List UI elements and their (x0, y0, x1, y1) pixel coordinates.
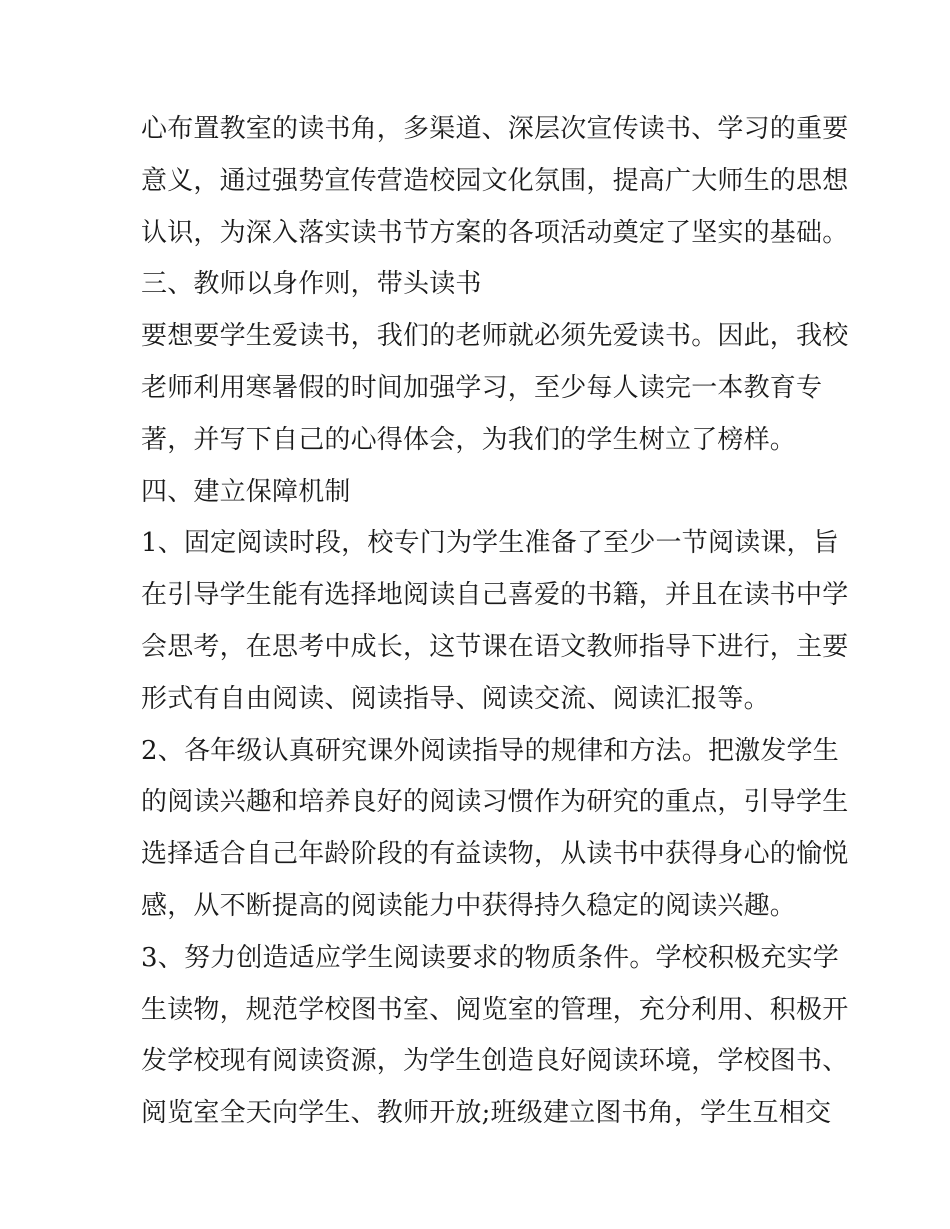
text-line: 要想要学生爱读书，我们的老师就必须先爱读书。因此，我校 (141, 321, 849, 352)
text-line: 感，从不断提高的阅读能力中获得持久稳定的阅读兴趣。 (141, 890, 797, 921)
text-line: 生读物，规范学校图书室、阅览室的管理，充分利用、积极开 (141, 994, 849, 1025)
text-line: 发学校现有阅读资源，为学生创造良好阅读环境，学校图书、 (141, 1046, 849, 1077)
text-line: 老师利用寒暑假的时间加强学习，至少每人读完一本教育专 (141, 372, 823, 403)
text-line: 认识，为深入落实读书节方案的各项活动奠定了坚实的基础。 (141, 217, 849, 248)
text-line: 在引导学生能有选择地阅读自己喜爱的书籍，并且在读书中学 (141, 580, 849, 611)
text-line: 著，并写下自己的心得体会，为我们的学生树立了榜样。 (141, 424, 797, 455)
numbered-item-line: 2、各年级认真研究课外阅读指导的规律和方法。把激发学生 (141, 735, 839, 766)
text-line: 形式有自由阅读、阅读指导、阅读交流、阅读汇报等。 (141, 683, 770, 714)
text-line: 阅览室全天向学生、教师开放;班级建立图书角，学生互相交 (141, 1098, 832, 1129)
text-line: 选择适合自己年龄阶段的有益读物，从读书中获得身心的愉悦 (141, 839, 849, 870)
section-heading: 四、建立保障机制 (141, 476, 351, 507)
text-line: 心布置教室的读书角，多渠道、深层次宣传读书、学习的重要 (141, 114, 849, 144)
numbered-item-line: 3、努力创造适应学生阅读要求的物质条件。学校积极充实学 (141, 942, 839, 973)
numbered-item-line: 1、固定阅读时段，校专门为学生准备了至少一节阅读课，旨 (141, 528, 839, 559)
text-line: 的阅读兴趣和培养良好的阅读习惯作为研究的重点，引导学生 (141, 787, 849, 818)
document-body (141, 104, 849, 1140)
text-line: 会思考，在思考中成长，这节课在语文教师指导下进行，主要 (141, 631, 849, 662)
text-line: 意义，通过强势宣传营造校园文化氛围，提高广大师生的思想 (141, 165, 849, 196)
section-heading: 三、教师以身作则，带头读书 (141, 269, 482, 300)
